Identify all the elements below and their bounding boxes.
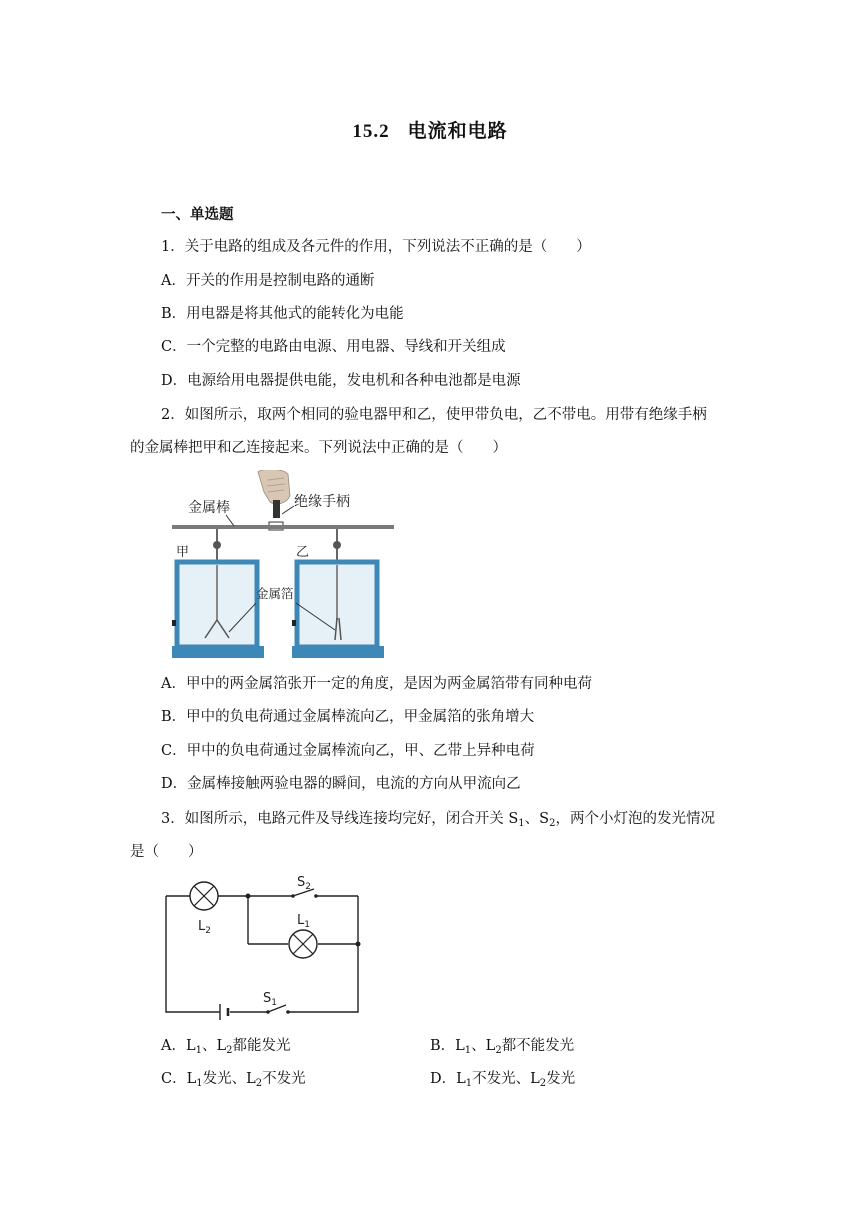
label-s1: $S_1$ bbox=[263, 991, 277, 1008]
q2-option-b: B．甲中的负电荷通过金属棒流向乙，甲金属箔的张角增大 bbox=[161, 709, 535, 725]
q1-option-d: D．电源给用电器提供电能，发电机和各种电池都是电源 bbox=[161, 373, 521, 389]
yi-label: 乙 bbox=[296, 545, 310, 560]
insulating-handle bbox=[273, 500, 280, 518]
handle-label: 绝缘手柄 bbox=[294, 494, 350, 510]
foil-label: 金属箔 bbox=[256, 586, 294, 601]
title-text: 电流和电路 bbox=[407, 120, 508, 142]
label-l1: $L_1$ bbox=[297, 913, 310, 930]
electroscope-figure bbox=[172, 470, 394, 665]
page-title bbox=[0, 116, 860, 143]
q1-option-c: C．一个完整的电路由电源、用电器、导线和开关组成 bbox=[161, 339, 506, 355]
q1-option-b: B．用电器是将其他式的能转化为电能 bbox=[161, 306, 404, 322]
switch-s1-icon bbox=[266, 1005, 290, 1014]
lamp-l1-icon bbox=[289, 930, 317, 958]
section-heading: 一、单选题 bbox=[161, 206, 234, 223]
q2-option-a: A．甲中的两金属箔张开一定的角度，是因为两金属箔带有同种电荷 bbox=[161, 676, 592, 692]
metal-rod bbox=[172, 525, 394, 529]
q2-stem-line2: 的金属棒把甲和乙连接起来。下列说法中正确的是（ ） bbox=[130, 440, 507, 456]
q2-option-c: C．甲中的负电荷通过金属棒流向乙，甲、乙带上异种电荷 bbox=[161, 743, 535, 759]
q3-option-c: C．$L_1$发光、$L_2$不发光 bbox=[161, 1071, 306, 1089]
title-number: 15.2 bbox=[352, 121, 390, 142]
q3-option-b: B．$L_1$、$L_2$都不能发光 bbox=[430, 1038, 575, 1056]
label-l2: $L_2$ bbox=[198, 919, 211, 936]
q3-stem-line2: 是（ ） bbox=[130, 844, 203, 860]
rod-label: 金属棒 bbox=[188, 500, 230, 516]
q1-option-a: A．开关的作用是控制电路的通断 bbox=[161, 273, 375, 289]
q3-option-a: A．$L_1$、$L_2$都能发光 bbox=[161, 1038, 291, 1056]
q2-option-d: D．金属棒接触两验电器的瞬间，电流的方向从甲流向乙 bbox=[161, 776, 521, 792]
q3-stem-line1: 3．如图所示，电路元件及导线连接均完好，闭合开关 $S_1$、$S_2$，两个小灯泡的发光情况 bbox=[161, 811, 715, 829]
lamp-l2-icon bbox=[190, 882, 218, 910]
circuit-diagram bbox=[158, 872, 364, 1020]
q1-stem: 1．关于电路的组成及各元件的作用，下列说法不正确的是（ ） bbox=[161, 239, 591, 255]
battery-icon bbox=[218, 1004, 228, 1020]
q2-stem-line1: 2．如图所示，取两个相同的验电器甲和乙，使甲带负电，乙不带电。用带有绝缘手柄 bbox=[161, 407, 707, 423]
label-s2: $S_2$ bbox=[297, 875, 311, 892]
jia-label: 甲 bbox=[176, 545, 190, 560]
q3-option-d: D．$L_1$不发光、$L_2$发光 bbox=[430, 1071, 576, 1089]
